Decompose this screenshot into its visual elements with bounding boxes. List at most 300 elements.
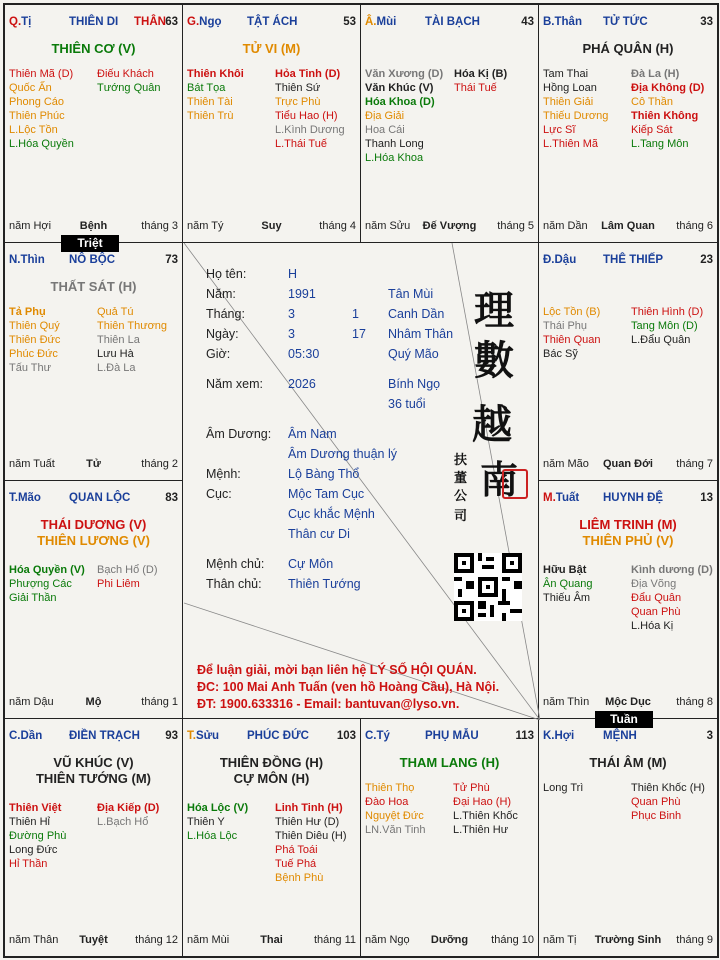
info-canchi: Canh Dần: [388, 307, 445, 321]
palace-footer: [543, 696, 713, 710]
star-item: Tả Phụ: [9, 306, 46, 318]
star-item: Tử Phù: [453, 782, 490, 794]
stars-right: [97, 801, 159, 829]
logo-small-1: 扶: [454, 453, 468, 468]
star-item: Kình dương (D): [631, 564, 713, 576]
palace-ngo[interactable]: [182, 4, 361, 243]
stars-left: [543, 781, 583, 795]
thanchu-value: Thiên Tướng: [288, 577, 361, 591]
palace-header: [543, 254, 713, 268]
palace-name: PHỤ MẪU: [425, 730, 479, 742]
star-item: Thiên Quan: [543, 334, 601, 346]
palace-dan[interactable]: [4, 718, 183, 957]
stars-right: [453, 781, 518, 837]
footer-year: năm Thân: [9, 934, 59, 946]
star-item: Phá Toái: [275, 844, 318, 856]
star-item: L.Thiên Mã: [543, 138, 599, 150]
star-item: Bệnh Phù: [275, 872, 324, 884]
palace-can: G.: [187, 16, 200, 28]
info-canchi: Nhâm Thân: [388, 327, 454, 341]
contact-line: ĐC: 100 Mai Anh Tuấn (ven hồ Hoàng Cầu), Hà Nội.: [197, 680, 500, 694]
star-item: L.Thiên Khốc: [453, 810, 518, 822]
star-item: Tang Môn (D): [631, 320, 698, 332]
footer-cycle: Mộc Dục: [605, 696, 651, 708]
star-item: Thiếu Dương: [543, 110, 609, 122]
footer-month: tháng 5: [497, 220, 534, 232]
main-star: VŨ KHÚC (V): [53, 755, 134, 770]
stars-left: [543, 563, 593, 605]
star-item: Hóa Quyền (V): [9, 564, 85, 576]
palace-chi: Mùi: [376, 16, 397, 28]
star-item: Hoa Cái: [365, 124, 405, 136]
star-item: Giải Thần: [9, 592, 57, 604]
star-item: L.Đẩu Quân: [631, 334, 691, 346]
info-value: 1991: [288, 287, 316, 301]
menh-value: Lộ Bàng Thổ: [288, 467, 360, 481]
palace-suu[interactable]: [182, 718, 361, 957]
footer-month: tháng 4: [319, 220, 356, 232]
info-lunar: 17: [352, 327, 366, 341]
stars-left: [9, 67, 74, 151]
star-item: Trực Phù: [275, 96, 321, 108]
footer-cycle: Trường Sinh: [594, 934, 662, 946]
stars-right: [97, 305, 167, 375]
star-item: Long Trì: [543, 782, 584, 794]
logo-small-4: 司: [454, 509, 468, 524]
star-item: Thiên Hư (D): [275, 816, 340, 828]
palace-tuat[interactable]: [538, 480, 718, 719]
info-canchi: Quý Mão: [388, 347, 439, 361]
star-item: Hữu Bật: [543, 564, 587, 576]
star-item: Đà La (H): [631, 68, 680, 80]
star-item: L.Lộc Tồn: [9, 124, 58, 136]
star-item: Tuế Phá: [275, 858, 317, 870]
stars-right: [454, 67, 507, 95]
palace-number: 73: [165, 254, 178, 266]
footer-cycle: Dưỡng: [430, 934, 469, 946]
menhchu-value: Cự Môn: [288, 557, 334, 571]
star-item: Thiên Mã (D): [9, 68, 74, 80]
star-item: L.Thiên Hư: [453, 824, 509, 836]
star-item: Quan Phù: [631, 796, 681, 808]
tuvi-chart-board: [3, 3, 719, 958]
info-value: 05:30: [288, 347, 320, 361]
footer-year: năm Mùi: [187, 934, 230, 946]
info-canchi: Bính Ngọ: [388, 377, 441, 391]
info-lunar: 1: [352, 307, 359, 321]
footer-month: tháng 7: [676, 458, 713, 470]
star-item: Quốc Ấn: [9, 82, 52, 94]
star-item: Thiên Khốc (H): [631, 782, 705, 794]
palace-footer: [543, 458, 713, 472]
star-item: Thiên Hỉ: [9, 816, 50, 828]
palace-name: HUYNH ĐỆ: [603, 492, 664, 504]
palace-name: PHÚC ĐỨC: [247, 730, 309, 742]
palace-can: T.: [9, 492, 18, 504]
info-label: Giờ:: [206, 347, 231, 361]
main-star: PHÁ QUÂN (H): [582, 41, 674, 56]
star-item: Thiên Không: [631, 110, 699, 122]
palace-header: [365, 730, 534, 744]
palace-name: THIÊN DI: [69, 16, 119, 28]
star-item: Thiên Hình (D): [631, 306, 704, 318]
info-label: Năm:: [206, 287, 236, 301]
footer-year: năm Dậu: [9, 696, 54, 708]
star-item: Thiên Sứ: [275, 82, 321, 94]
star-item: Thiên Quý: [9, 320, 60, 332]
amduong-value: Âm Nam: [288, 427, 337, 441]
palace-chi: Thìn: [20, 254, 45, 266]
palace-can: M.: [543, 492, 556, 504]
footer-month: tháng 6: [676, 220, 713, 232]
star-item: Long Đức: [9, 844, 58, 856]
palace-name: QUAN LỘC: [69, 492, 131, 504]
star-item: Thiên Tài: [187, 96, 233, 108]
footer-cycle: Mộ: [85, 696, 102, 708]
palace-chi: Tuất: [555, 492, 580, 504]
palace-dau[interactable]: [538, 242, 718, 481]
star-item: Lộc Tồn (B): [543, 306, 601, 318]
info-value: 3: [288, 327, 295, 341]
palace-ti[interactable]: [4, 4, 183, 243]
star-item: Thái Tuế: [454, 82, 497, 94]
thanchu-label: Thân chủ:: [206, 577, 262, 591]
palace-than[interactable]: [538, 4, 718, 243]
palace-footer: [9, 934, 178, 948]
palace-name: TỬ TỨC: [603, 16, 648, 28]
star-item: Bạch Hổ (D): [97, 564, 158, 576]
star-item: Văn Xương (D): [365, 68, 444, 80]
star-item: Địa Giải: [365, 110, 405, 122]
palace-can: N.: [9, 254, 21, 266]
main-star: CỰ MÔN (H): [233, 771, 310, 786]
stars-right: [97, 563, 158, 591]
star-item: Thái Phụ: [543, 320, 588, 332]
stars-left: [543, 305, 600, 361]
logo-small-3: 公: [454, 489, 468, 504]
footer-month: tháng 12: [135, 934, 178, 946]
main-star: TỬ VI (M): [242, 41, 301, 56]
than-cu: Thân cư Di: [288, 527, 350, 541]
star-item: Phục Binh: [631, 810, 682, 822]
star-item: Tướng Quân: [97, 82, 161, 94]
palace-number: 83: [165, 492, 178, 504]
palace-can: K.: [543, 730, 555, 742]
menh-label: Mệnh:: [206, 467, 241, 481]
footer-year: năm Thìn: [543, 696, 590, 708]
info-label: Năm xem:: [206, 377, 263, 391]
palace-header: [187, 730, 356, 744]
footer-year: năm Mão: [543, 458, 589, 470]
stars-left: [9, 563, 85, 605]
star-item: Tam Thai: [543, 68, 589, 80]
triet-marker: Triệt: [61, 235, 119, 252]
palace-name: TẬT ÁCH: [247, 16, 298, 28]
info-label: Họ tên:: [206, 267, 247, 281]
palace-footer: [9, 458, 178, 472]
footer-month: tháng 1: [141, 696, 178, 708]
palace-chi: Dần: [20, 730, 43, 742]
palace-chi: Sửu: [195, 730, 219, 742]
stars-left: [9, 801, 66, 871]
palace-chi: Thân: [554, 16, 582, 28]
star-item: Thiên Y: [187, 816, 225, 828]
palace-name: NÔ BỘC: [69, 254, 115, 266]
menhchu-label: Mệnh chủ:: [206, 557, 265, 571]
palace-number: 33: [700, 16, 713, 28]
tuan-marker: Tuần: [595, 711, 653, 728]
palace-name: THÊ THIẾP: [603, 254, 664, 266]
star-item: L.Hóa Khoa: [365, 152, 424, 164]
amduong-label: Âm Dương:: [206, 427, 272, 441]
info-label: Tháng:: [206, 307, 245, 321]
star-item: Thiếu Âm: [543, 592, 591, 604]
palace-number: 43: [521, 16, 534, 28]
palace-header: [543, 492, 713, 506]
star-item: Điếu Khách: [97, 68, 154, 80]
star-item: Lực Sĩ: [543, 124, 576, 136]
star-item: L.Hóa Quyền: [9, 138, 74, 150]
star-item: Hóa Khoa (D): [365, 96, 435, 108]
palace-name: TÀI BẠCH: [425, 16, 480, 28]
palace-chi: Mão: [17, 492, 41, 504]
star-item: Hóa Lộc (V): [187, 802, 249, 814]
stars-right: [275, 801, 347, 885]
palace-name: MỆNH: [603, 730, 637, 742]
star-item: Tiểu Hao (H): [275, 110, 338, 122]
palace-chi: Dậu: [554, 254, 577, 266]
star-item: Phi Liêm: [97, 578, 140, 590]
info-canchi: Tân Mùi: [388, 287, 434, 301]
palace-chi: Tị: [21, 16, 32, 28]
amduong-note: Âm Dương thuận lý: [288, 447, 397, 461]
main-star: THÁI DƯƠNG (V): [40, 517, 147, 532]
main-star: THIÊN LƯƠNG (V): [37, 533, 150, 548]
palace-header: [187, 16, 356, 30]
palace-chi: Ngọ: [199, 16, 222, 28]
main-star: THIÊN PHỦ (V): [582, 533, 674, 548]
logo-char-3: 越: [472, 401, 512, 448]
star-item: Thanh Long: [365, 138, 424, 150]
footer-cycle: Tử: [86, 458, 101, 470]
stars-left: [365, 67, 443, 165]
star-item: Đẩu Quân: [631, 592, 682, 604]
star-item: Thiên La: [97, 334, 140, 346]
palace-header: [9, 16, 178, 30]
stars-right: [631, 563, 713, 633]
footer-year: năm Tý: [187, 220, 224, 232]
main-star: THIÊN TƯỚNG (M): [35, 771, 152, 786]
star-item: Thiên Giải: [543, 96, 594, 108]
star-item: Đại Hao (H): [453, 796, 512, 808]
main-star: THIÊN ĐỒNG (H): [219, 755, 324, 770]
star-item: Linh Tinh (H): [275, 802, 343, 814]
star-item: Địa Kiếp (D): [97, 802, 160, 814]
star-item: Lưu Hà: [97, 348, 134, 360]
contact-line: Để luận giải, mời bạn liên hệ LÝ SỐ HỘI QUÁN.: [197, 663, 477, 677]
star-item: Thiên Trù: [187, 110, 234, 122]
logo-char-1: 理: [474, 287, 514, 334]
footer-year: năm Hợi: [9, 220, 52, 232]
palace-header: [365, 16, 534, 30]
star-item: Đường Phù: [9, 830, 67, 842]
main-star: THẤT SÁT (H): [50, 279, 137, 294]
palace-chi: Tý: [376, 730, 390, 742]
palace-can: C.: [365, 730, 377, 742]
cuc-value: Mộc Tam Cục: [288, 487, 365, 501]
palace-footer: [543, 934, 713, 948]
palace-number: 53: [343, 16, 356, 28]
footer-cycle: Thai: [260, 934, 283, 946]
footer-cycle: Tuyệt: [79, 934, 108, 946]
footer-cycle: Quan Đới: [603, 458, 653, 470]
star-item: Ân Quang: [543, 578, 593, 590]
footer-cycle: Đế Vượng: [422, 220, 477, 232]
footer-cycle: Suy: [261, 220, 282, 232]
star-item: Quả Tú: [97, 306, 134, 318]
star-item: Thiên Thọ: [365, 782, 415, 794]
star-item: Thiên Thương: [97, 320, 168, 332]
footer-month: tháng 9: [676, 934, 713, 946]
footer-cycle: Bệnh: [79, 220, 108, 232]
star-item: L.Kình Dương: [275, 124, 345, 136]
star-item: L.Hóa Kị: [631, 620, 674, 632]
stars-right: [275, 67, 345, 151]
info-canchi: 36 tuổi: [388, 397, 426, 411]
star-item: Địa Không (D): [631, 82, 705, 94]
palace-can: Q.: [9, 16, 22, 28]
stars-left: [365, 781, 426, 837]
palace-footer: [9, 696, 178, 710]
palace-ty[interactable]: [360, 718, 539, 957]
star-item: Kiếp Sát: [631, 124, 673, 136]
info-value: H: [288, 267, 298, 281]
palace-footer: [187, 934, 356, 948]
stars-right: [631, 305, 703, 347]
star-item: Thiên Việt: [9, 802, 62, 814]
main-star: THIÊN CƠ (V): [51, 41, 136, 56]
footer-cycle: Lâm Quan: [601, 220, 655, 232]
logo-small-2: 董: [454, 471, 468, 486]
palace-number: 63: [165, 16, 178, 28]
star-item: Hóa Kị (B): [454, 68, 508, 80]
logo-char-4: 南: [480, 457, 519, 502]
star-item: Thiên Đức: [9, 334, 61, 346]
star-item: Cô Thần: [631, 96, 673, 108]
info-value: 3: [288, 307, 295, 321]
star-item: Hỉ Thần: [9, 858, 48, 870]
palace-chi: Hợi: [554, 730, 575, 742]
palace-mui[interactable]: [360, 4, 539, 243]
footer-month: tháng 11: [313, 934, 356, 946]
star-item: Tấu Thư: [9, 362, 52, 374]
star-item: Thiên Khôi: [187, 68, 244, 80]
than-marker: THÂN: [134, 16, 166, 28]
palace-number: 113: [515, 730, 534, 742]
palace-number: 93: [165, 730, 178, 742]
stars-right: [631, 781, 705, 823]
footer-year: năm Tuất: [9, 458, 55, 470]
info-value: 2026: [288, 377, 316, 391]
star-item: Thiên Diêu (H): [275, 830, 347, 842]
palace-hoi[interactable]: [538, 718, 718, 957]
star-item: LN.Văn Tinh: [365, 824, 426, 836]
star-item: Văn Khúc (V): [365, 82, 434, 94]
footer-year: năm Tị: [543, 934, 577, 946]
star-item: L.Thái Tuế: [275, 138, 327, 150]
palace-footer: [543, 220, 713, 234]
star-item: Quan Phù: [631, 606, 681, 618]
palace-can: T.: [187, 730, 196, 742]
star-item: Bác Sỹ: [543, 348, 578, 360]
star-item: Đào Hoa: [365, 796, 409, 808]
palace-footer: [187, 220, 356, 234]
star-item: Phúc Đức: [9, 348, 58, 360]
cuc-relation: Cục khắc Mệnh: [288, 507, 375, 521]
star-item: Địa Võng: [631, 578, 677, 590]
footer-year: năm Ngọ: [365, 934, 410, 946]
center-info-panel: [184, 243, 540, 720]
palace-header: [9, 730, 178, 744]
palace-number: 23: [700, 254, 713, 266]
palace-header: [9, 492, 178, 506]
palace-header: [9, 254, 178, 268]
main-star: THÁI ÂM (M): [589, 755, 667, 770]
palace-can: C.: [9, 730, 21, 742]
palace-footer: [9, 220, 178, 234]
palace-mao[interactable]: [4, 480, 183, 719]
info-label: Ngày:: [206, 327, 239, 341]
palace-thin[interactable]: [4, 242, 183, 481]
palace-header: [543, 16, 713, 30]
star-item: Nguyệt Đức: [365, 810, 424, 822]
stars-left: [187, 67, 244, 123]
footer-year: năm Dần: [543, 220, 588, 232]
main-star: THAM LANG (H): [399, 755, 500, 770]
stars-right: [97, 67, 161, 95]
star-item: Hồng Loan: [543, 82, 597, 94]
stars-right: [631, 67, 704, 151]
palace-footer: [365, 934, 534, 948]
footer-month: tháng 10: [491, 934, 534, 946]
star-item: Thiên Phúc: [9, 110, 65, 122]
star-item: Phong Cáo: [9, 96, 65, 108]
palace-number: 3: [706, 730, 713, 742]
footer-month: tháng 8: [676, 696, 713, 708]
palace-number: 103: [336, 730, 356, 742]
stars-left: [9, 305, 60, 375]
palace-footer: [365, 220, 534, 234]
red-seal-icon: [502, 469, 528, 499]
footer-year: năm Sửu: [365, 220, 411, 232]
palace-can: B.: [543, 16, 555, 28]
stars-left: [187, 801, 248, 843]
star-item: Bát Tọa: [187, 82, 226, 94]
logo-char-2: 數: [474, 337, 514, 384]
footer-month: tháng 3: [141, 220, 178, 232]
cuc-label: Cục:: [206, 487, 232, 501]
stars-left: [543, 67, 608, 151]
star-item: L.Đà La: [97, 362, 136, 374]
star-item: L.Tang Môn: [631, 138, 689, 150]
star-item: L.Bạch Hổ: [97, 816, 149, 828]
star-item: Phượng Các: [9, 578, 72, 590]
star-item: L.Hóa Lộc: [187, 830, 238, 842]
qr-code-icon[interactable]: [454, 553, 522, 621]
palace-number: 13: [700, 492, 713, 504]
contact-line: ĐT: 1900.633316 - Email: bantuvan@lyso.vn.: [197, 697, 460, 711]
palace-can: Đ.: [543, 254, 555, 266]
